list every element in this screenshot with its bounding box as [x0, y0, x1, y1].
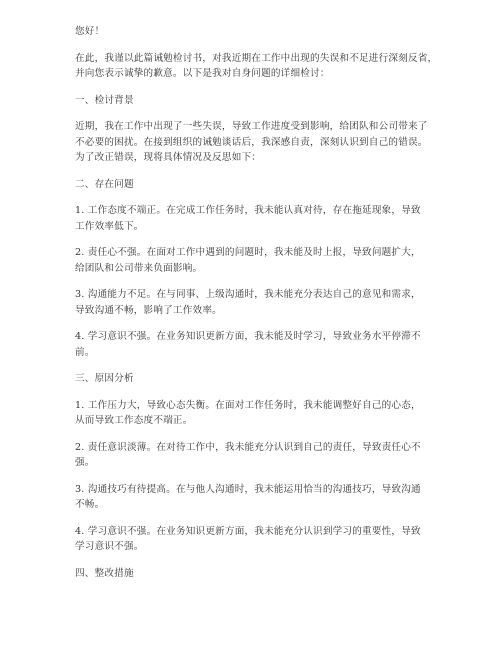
problem-line: 3. 沟通能力不足。在与同事、上级沟通时，我未能充分表达自己的意见和需求，	[75, 289, 421, 300]
problem-line: 2. 责任心不强。在面对工作中遇到的问题时，我未能及时上报，导致问题扩大，	[75, 247, 421, 258]
cause-line: 1. 工作压力大，导致心态失衡。在面对工作任务时，我未能调整好自己的心态，	[75, 399, 421, 411]
problem-line: 1. 工作态度不端正。在完成工作任务时，我未能认真对待，存在拖延现象，导致	[75, 205, 421, 216]
cause-line: 3. 沟通技巧有待提高。在与他人沟通时，我未能运用恰当的沟通技巧，导致沟通	[75, 483, 421, 495]
cause-line: 4. 学习意识不强。在业务知识更新方面，我未能充分认识到学习的重要性，导致	[75, 525, 421, 537]
problem-item	[75, 245, 447, 276]
cause-item	[75, 440, 447, 471]
background-line: 为了改正错误，现将具体情况及反思如下：	[75, 152, 262, 163]
intro-line: 并向您表示诚挚的歉意。以下是我对自身问题的详细检讨：	[75, 68, 330, 79]
problem-line: 导致沟通不畅，影响了工作效率。	[75, 304, 222, 316]
problem-line: 工作效率低下。	[75, 220, 144, 232]
section-heading-background: 一、检讨背景	[75, 94, 134, 106]
greeting	[75, 24, 447, 40]
problem-item	[75, 287, 447, 318]
cause-item	[75, 482, 447, 513]
problem-line: 前。	[75, 346, 95, 358]
document-page	[75, 24, 447, 592]
section-heading-problems: 二、存在问题	[75, 178, 134, 190]
greeting-line: 您好！	[75, 26, 105, 37]
background-paragraph	[75, 119, 447, 166]
problem-line: 4. 学习意识不强。在业务知识更新方面，我未能及时学习，导致业务水平停滞不	[75, 331, 421, 342]
cause-line: 2. 责任意识淡薄。在对待工作中，我未能充分认识到自己的责任，导致责任心不	[75, 441, 421, 453]
cause-line: 不畅。	[75, 499, 105, 510]
intro-line: 在此，我谨以此篇诫勉检讨书，对我近期在工作中出现的失误和不足进行深刻反省，	[75, 52, 438, 64]
problem-item	[75, 203, 447, 234]
problem-item	[75, 329, 447, 360]
background-line: 不必要的困扰。在接到组织的诫勉谈话后，我深感自责，深刻认识到自己的错误。	[75, 136, 428, 148]
cause-line: 从而导致工作态度不端正。	[75, 415, 193, 426]
cause-line: 强。	[75, 457, 95, 468]
section-heading-measures: 四、整改措施	[75, 567, 134, 579]
cause-item	[75, 398, 447, 429]
section-heading-causes: 三、原因分析	[75, 373, 134, 384]
cause-item	[75, 524, 447, 555]
problem-line: 给团队和公司带来负面影响。	[75, 262, 203, 274]
background-line: 近期，我在工作中出现了一些失误，导致工作进度受到影响，给团队和公司带来了	[75, 121, 428, 132]
intro-paragraph	[75, 51, 447, 82]
cause-line: 学习意识不强。	[75, 541, 144, 552]
